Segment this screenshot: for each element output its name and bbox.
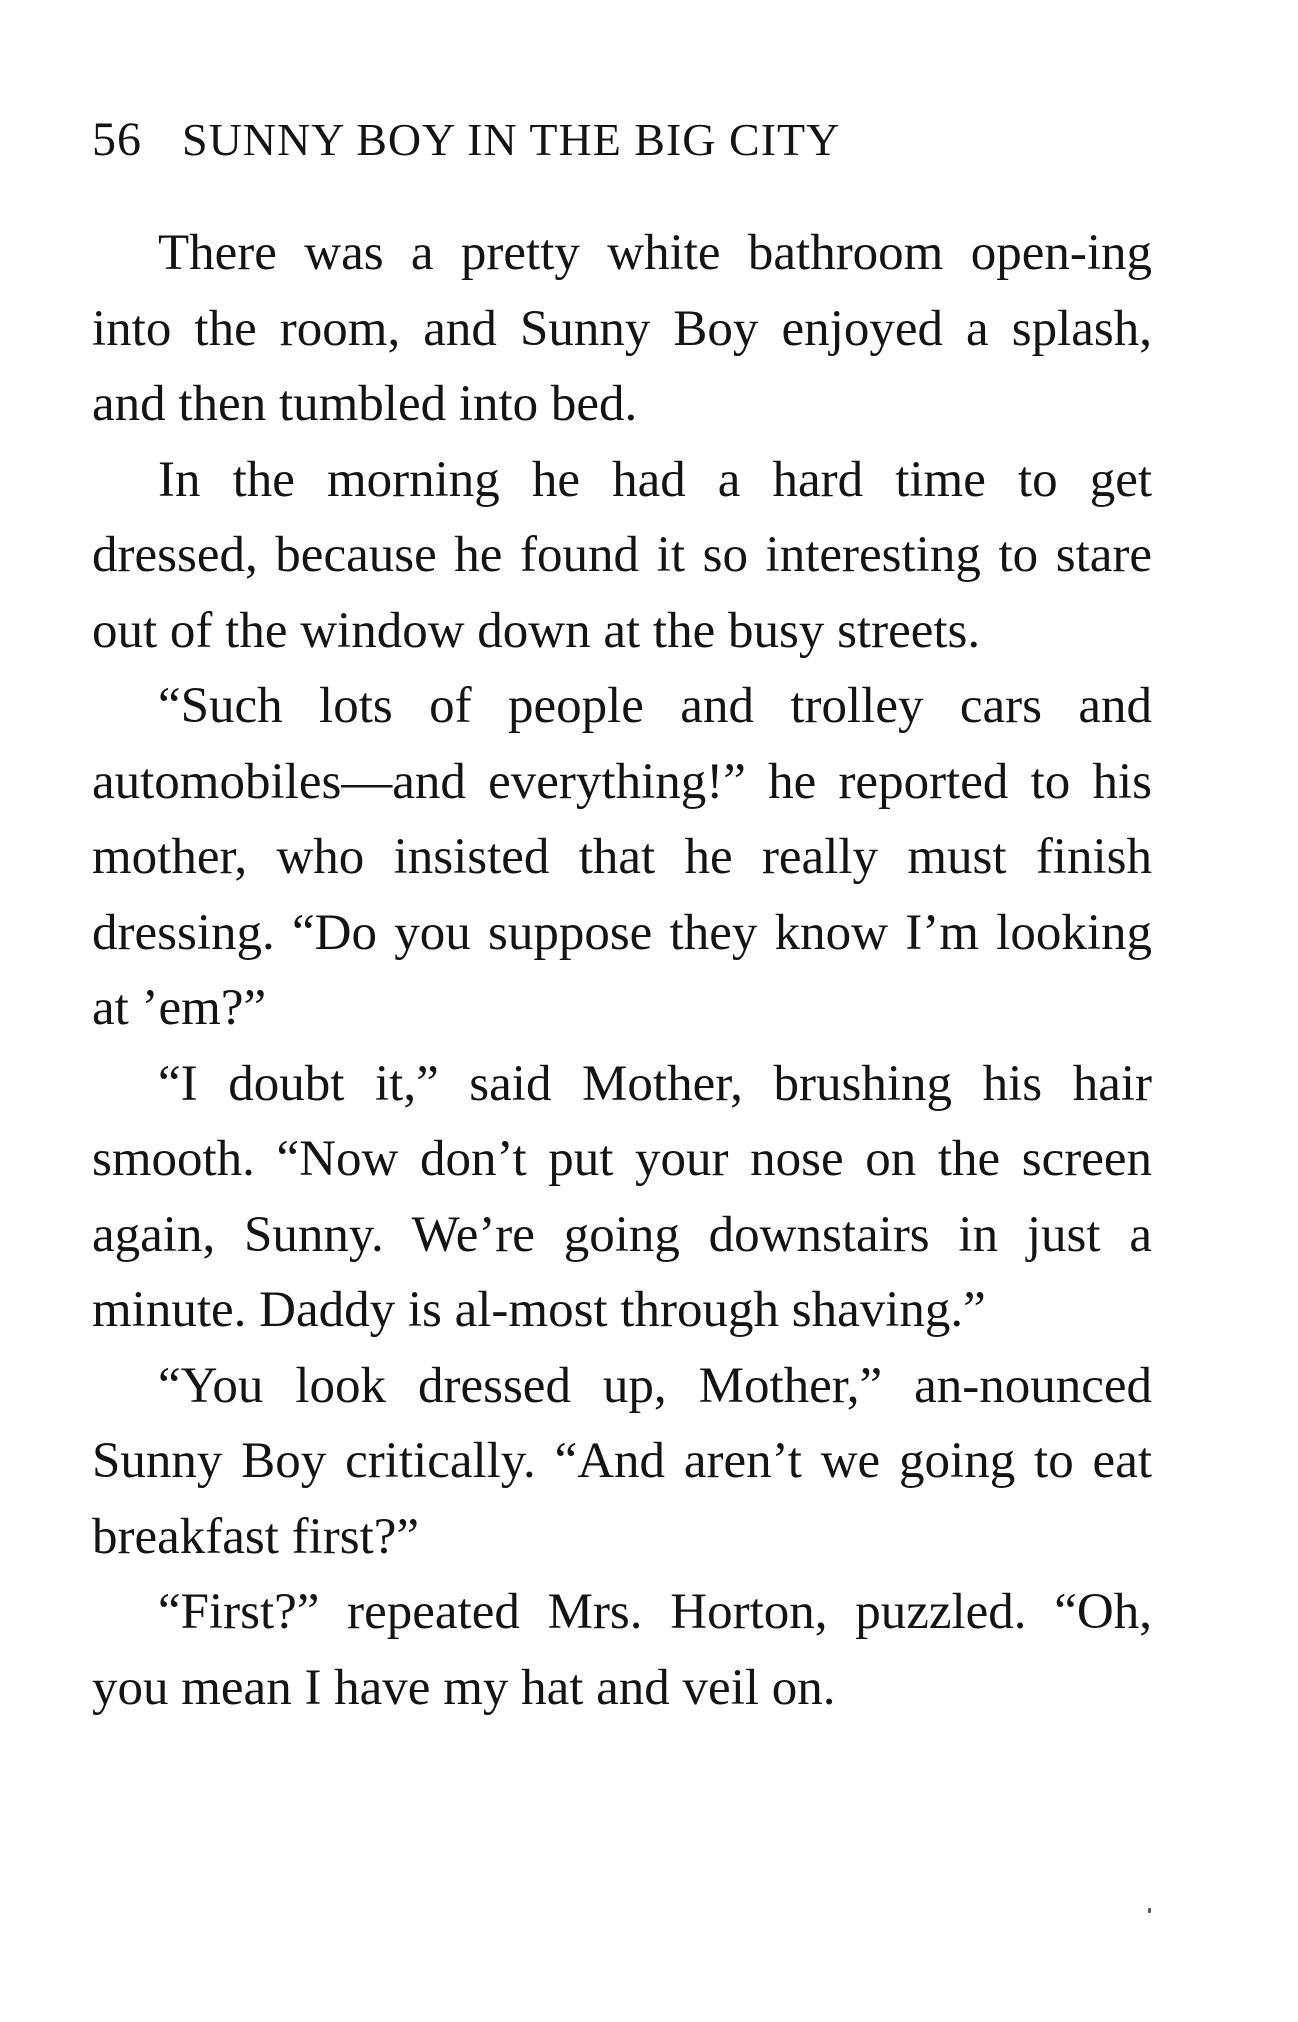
paragraph: There was a pretty white bathroom open-ing into the room, and Sunny Boy enjoyed a splash, and then tumbled into bed.: [92, 225, 1152, 432]
running-title: SUNNY BOY IN THE BIG CITY: [182, 114, 841, 165]
scan-speck: [1148, 1908, 1151, 1913]
running-header: [92, 108, 1172, 172]
paragraph: “First?” repeated Mrs. Horton, puzzled. “Oh, you mean I have my hat and veil on.: [92, 1584, 1152, 1716]
paragraph: In the morning he had a hard time to get dressed, because he found it so interesting to stare out of the window down at the busy streets.: [92, 451, 1152, 659]
paragraph: “I doubt it,” said Mother, brushing his hair smooth. “Now don’t put your nose on the screen again, Sunny. We’re going downstairs in just a minute. Daddy is al-most through shaving.”: [92, 1055, 1152, 1338]
body-text: [92, 216, 1152, 1726]
paragraph: “You look dressed up, Mother,” an-nounced Sunny Boy critically. “And aren’t we going to eat breakfast first?”: [92, 1357, 1152, 1565]
paragraph: “Such lots of people and trolley cars and automobiles—and everything!” he reported to his mother, who insisted that he really must finish dressing. “Do you suppose they know I’m looking at ’em?”: [92, 678, 1152, 1036]
page-number: 56: [92, 113, 142, 166]
